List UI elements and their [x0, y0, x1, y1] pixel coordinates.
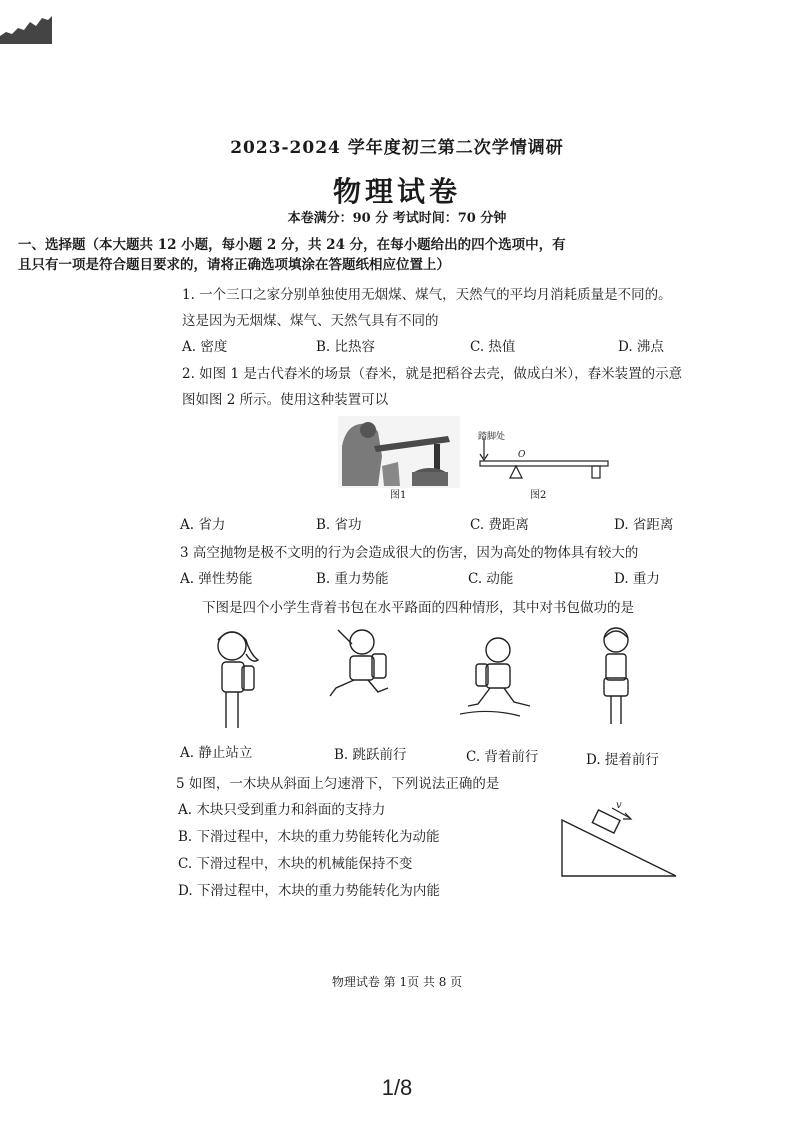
q1-option-b: B. 比热容 [316, 339, 376, 355]
q5-option-d: D. 下滑过程中，木块的重力势能转化为内能 [178, 883, 440, 899]
q1-option-a: A. 密度 [182, 339, 228, 355]
q2-option-a: A. 省力 [180, 517, 226, 533]
q5-option-c: C. 下滑过程中，木块的机械能保持不变 [178, 856, 413, 872]
q1-option-c: C. 热值 [470, 339, 516, 355]
q5-option-b: B. 下滑过程中，木块的重力势能转化为动能 [178, 829, 440, 845]
figure2-label-pedal: 踏脚处 [478, 432, 506, 442]
figure1-caption: 图1 [390, 490, 407, 501]
exam-title: 2023-2024 学年度初三第二次学情调研 [230, 138, 564, 158]
q3-line1: 3 高空抛物是极不文明的行为会造成很大的伤害，因为高处的物体具有较大的 [180, 545, 639, 561]
page-footer: 物理试卷 第 1页 共 8 页 [331, 975, 463, 989]
q1-option-d: D. 沸点 [618, 339, 664, 355]
scan-artifact [0, 14, 52, 44]
figure1-rice-pounding-illustration [338, 416, 460, 488]
section-heading-line2: 且只有一项是符合题目要求的，请将正确选项填涂在答题纸相应位置上） [18, 257, 450, 273]
q5-line1: 5 如图，一木块从斜面上匀速滑下，下列说法正确的是 [176, 776, 500, 792]
q4-option-b: B. 跳跃前行 [334, 747, 407, 763]
figure-student-jumping [326, 626, 396, 706]
q5-option-a: A. 木块只受到重力和斜面的支持力 [178, 802, 386, 818]
q1-line1: 1. 一个三口之家分别单独使用无烟煤、煤气，天然气的平均月消耗质量是不同的。 [182, 287, 672, 303]
figure2-label-pivot: O [518, 450, 526, 460]
figure-incline-block [556, 802, 682, 880]
subject-title: 物理试卷 [332, 175, 461, 208]
q2-line2: 图如图 2 所示。使用这种装置可以 [182, 392, 389, 408]
q2-option-d: D. 省距离 [614, 517, 674, 533]
q2-line1: 2. 如图 1 是古代舂米的场景（舂米，就是把稻谷去壳，做成白米），舂米装置的示意 [182, 366, 683, 382]
q3-option-c: C. 动能 [468, 571, 514, 587]
section-heading-line1: 一、选择题（本大题共 12 小题，每小题 2 分，共 24 分，在每小题给出的四个选项中，有 [18, 237, 566, 253]
figure-student-standing [206, 620, 264, 732]
q2-option-c: C. 费距离 [470, 517, 529, 533]
q3-option-d: D. 重力 [614, 571, 660, 587]
q2-option-b: B. 省功 [316, 517, 362, 533]
q4-option-d: D. 提着前行 [586, 752, 659, 768]
figure-student-carrying [594, 624, 638, 728]
q4-option-c: C. 背着前行 [466, 749, 539, 765]
figure-student-walking [460, 634, 534, 720]
exam-meta: 本卷满分：90 分 考试时间：70 分钟 [287, 211, 507, 226]
figure2-caption: 图2 [530, 490, 547, 501]
q3-option-b: B. 重力势能 [316, 571, 389, 587]
incline-velocity-label: v [616, 800, 622, 811]
q3-option-a: A. 弹性势能 [180, 571, 253, 587]
q4-line1: 下图是四个小学生背着书包在水平路面的四种情形，其中对书包做功的是 [202, 600, 634, 616]
page-indicator: 1/8 [381, 1075, 413, 1100]
q4-option-a: A. 静止站立 [180, 745, 253, 761]
q1-line2: 这是因为无烟煤、煤气、天然气具有不同的 [182, 313, 439, 329]
